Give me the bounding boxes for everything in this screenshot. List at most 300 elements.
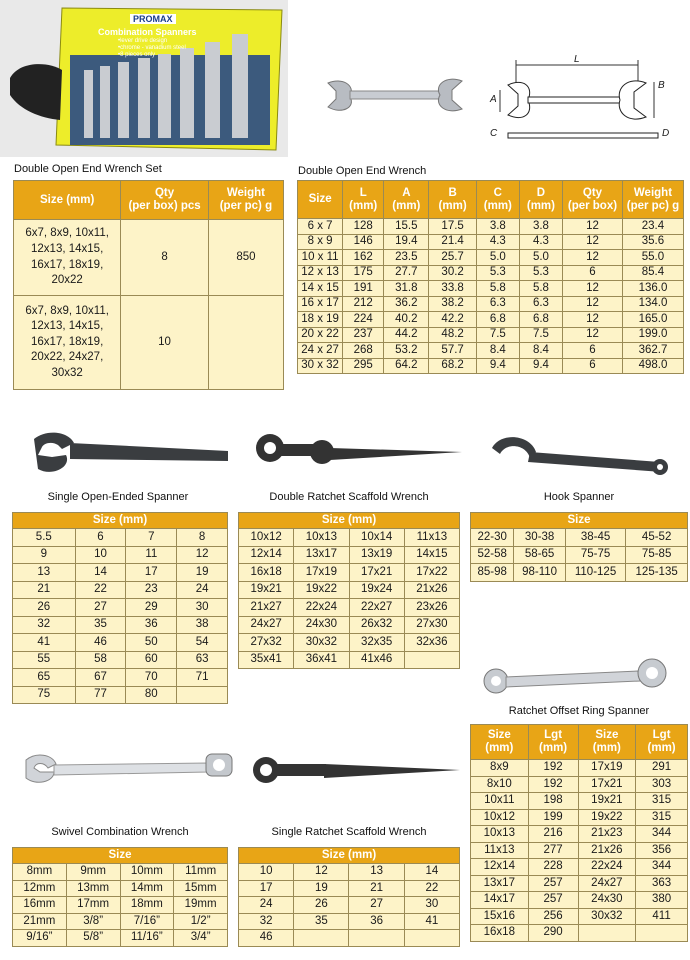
single-open-cell: 30 [177,599,228,617]
double-open-cell: 9.4 [519,358,562,374]
set-header-weight: Weight (per pc) g [208,181,283,220]
double-open-cell: 6 x 7 [298,219,343,235]
single-open-cell: 38 [177,616,228,634]
do-header-c: C (mm) [476,181,519,219]
single-ratchet-row [239,864,460,881]
single-ratchet-cell: 13 [349,864,404,881]
single-ratchet-scaffold-image [248,752,463,792]
double-open-cell: 498.0 [622,358,683,374]
double-open-cell: 25.7 [429,250,476,266]
single-ratchet-cell: 24 [239,897,294,914]
single-open-row [13,564,228,582]
single-open-cell: 6 [75,529,126,547]
double-open-cell: 14 x 15 [298,281,343,297]
double-open-cell: 237 [343,327,384,343]
double-open-cell: 4.3 [476,234,519,250]
swivel-cell: 12mm [13,880,67,897]
double-ratchet-cell: 19x24 [349,581,404,599]
single-open-cell: 22 [75,581,126,599]
dim-label-c: C [490,128,498,139]
double-open-cell: 55.0 [622,250,683,266]
double-open-cell: 30 x 32 [298,358,343,374]
ratchet-offset-cell: 315 [636,793,688,810]
single-open-spanner-image [28,425,233,480]
double-ratchet-cell: 22x24 [294,599,349,617]
double-ratchet-cell: 22x27 [349,599,404,617]
dim-label-a: A [490,94,497,105]
double-open-cell: 212 [343,296,384,312]
ratchet-offset-cell: 15x16 [471,908,529,925]
single-open-cell: 41 [13,634,76,652]
single-open-cell: 26 [13,599,76,617]
ratchet-offset-cell: 291 [636,760,688,777]
ratchet-offset-cell: 14x17 [471,892,529,909]
pouch-line-3: •8 pieces only [118,52,156,58]
double-open-cell: 191 [343,281,384,297]
double-open-cell: 33.8 [429,281,476,297]
ratchet-offset-cell: 256 [528,908,578,925]
dim-label-d: D [662,128,670,139]
double-open-cell: 3.8 [519,219,562,235]
hook-spanner-image [480,430,675,485]
double-open-cell: 7.5 [519,327,562,343]
set-row2-weight [208,296,283,390]
double-open-row [298,219,684,235]
pouch-line-1: •lever drive design [118,38,168,44]
hook-table [470,512,688,582]
swivel-cell: 1/2” [174,913,228,930]
single-open-cell: 21 [13,581,76,599]
double-open-cell: 68.2 [429,358,476,374]
double-ratchet-cell: 13x19 [349,546,404,564]
double-ratchet-row [239,529,460,547]
double-open-cell: 38.2 [429,296,476,312]
single-open-caption: Single Open-Ended Spanner [47,491,189,503]
single-open-cell: 63 [177,651,228,669]
single-open-cell: 46 [75,634,126,652]
single-open-cell: 50 [126,634,177,652]
ratchet-offset-row [471,908,688,925]
ratchet-offset-cell: 198 [528,793,578,810]
do-header-d: D (mm) [519,181,562,219]
swivel-cell: 16mm [13,897,67,914]
single-open-row [13,546,228,564]
double-ratchet-cell: 26x32 [349,616,404,634]
double-open-cell: 5.8 [519,281,562,297]
double-ratchet-cell: 11x13 [404,529,459,547]
ratchet-offset-cell: 16x18 [471,925,529,942]
double-open-cell: 6.8 [476,312,519,328]
swivel-cell: 10mm [120,864,174,881]
ratchet-offset-cell: 21x23 [578,826,636,843]
double-open-cell: 268 [343,343,384,359]
double-ratchet-cell: 10x12 [239,529,294,547]
double-open-cell: 6.3 [519,296,562,312]
double-open-cell: 4.3 [519,234,562,250]
double-open-cell: 6 [563,358,623,374]
single-open-cell: 32 [13,616,76,634]
double-ratchet-cell: 32x35 [349,634,404,652]
do-header-b: B (mm) [429,181,476,219]
double-open-cell: 8 x 9 [298,234,343,250]
hook-cell: 38-45 [565,529,625,547]
ratchet-offset-cell: 17x19 [578,760,636,777]
double-open-row [298,358,684,374]
hook-cell: 85-98 [471,564,514,582]
double-open-cell: 12 [563,250,623,266]
swivel-cell: 9/16” [13,930,67,947]
swivel-cell: 18mm [120,897,174,914]
swivel-combination-image [20,750,235,790]
ratchet-offset-table [470,724,688,942]
double-open-set-table [13,180,284,390]
double-open-cell: 12 [563,312,623,328]
ratchet-offset-row [471,875,688,892]
double-open-cell: 7.5 [476,327,519,343]
hook-cell: 75-85 [626,546,688,564]
ratchet-offset-cell: 277 [528,842,578,859]
ratchet-offset-cell: 11x13 [471,842,529,859]
double-open-cell: 40.2 [384,312,429,328]
double-ratchet-cell: 21x27 [239,599,294,617]
swivel-cell: 7/16” [120,913,174,930]
double-open-cell: 175 [343,265,384,281]
ratchet-offset-row [471,892,688,909]
ratchet-offset-cell: 30x32 [578,908,636,925]
ratchet-offset-cell: 380 [636,892,688,909]
single-open-header: Size (mm) [13,513,228,529]
swivel-cell: 8mm [13,864,67,881]
double-open-cell: 9.4 [476,358,519,374]
single-ratchet-cell: 10 [239,864,294,881]
ratchet-offset-cell: 344 [636,826,688,843]
single-ratchet-cell: 26 [294,897,349,914]
double-open-cell: 23.4 [622,219,683,235]
ratchet-offset-cell: 13x17 [471,875,529,892]
double-open-cell: 57.7 [429,343,476,359]
single-open-cell: 60 [126,651,177,669]
swivel-cell: 3/4” [174,930,228,947]
ratchet-offset-cell: 21x26 [578,842,636,859]
double-open-cell: 17.5 [429,219,476,235]
ratchet-offset-row [471,842,688,859]
single-ratchet-cell: 12 [294,864,349,881]
double-ratchet-caption: Double Ratchet Scaffold Wrench [269,491,429,503]
single-open-cell: 77 [75,686,126,704]
swivel-cell: 11mm [174,864,228,881]
double-open-row [298,234,684,250]
ratchet-offset-cell: 363 [636,875,688,892]
ratchet-offset-cell: 290 [528,925,578,942]
ratchet-offset-row [471,826,688,843]
single-ratchet-cell: 22 [404,880,459,897]
ratchet-offset-caption: Ratchet Offset Ring Spanner [508,705,650,717]
single-ratchet-row [239,913,460,930]
single-ratchet-row [239,897,460,914]
ratchet-offset-cell: 10x13 [471,826,529,843]
double-open-cell: 12 [563,296,623,312]
double-open-cell: 53.2 [384,343,429,359]
single-ratchet-cell: 19 [294,880,349,897]
ratchet-offset-cell: 216 [528,826,578,843]
swivel-cell: 13mm [66,880,120,897]
double-ratchet-row [239,546,460,564]
ratchet-offset-cell: 257 [528,892,578,909]
ratchet-offset-cell: 17x21 [578,776,636,793]
double-ratchet-cell: 23x26 [404,599,459,617]
pouch-line-2: •chrome - vanadium steel [118,45,186,51]
single-open-cell: 19 [177,564,228,582]
double-ratchet-row [239,581,460,599]
set-header-size: Size (mm) [14,181,121,220]
set-row2-qty: 10 [121,296,209,390]
single-open-cell: 54 [177,634,228,652]
double-ratchet-cell: 35x41 [239,651,294,669]
double-open-cell: 224 [343,312,384,328]
hook-row [471,529,688,547]
double-open-cell: 23.5 [384,250,429,266]
ratchet-offset-cell: 356 [636,842,688,859]
single-open-cell: 55 [13,651,76,669]
hook-row [471,564,688,582]
double-ratchet-cell [404,651,459,669]
single-open-cell: 27 [75,599,126,617]
double-ratchet-cell: 17x21 [349,564,404,582]
set-row1-size: 6x7, 8x9, 10x11, 12x13, 14x15, 16x17, 18x19, 20x22 [14,220,121,296]
single-open-row [13,651,228,669]
single-ratchet-cell: 46 [239,930,294,947]
swivel-cell: 21mm [13,913,67,930]
single-open-row [13,686,228,704]
single-ratchet-caption: Single Ratchet Scaffold Wrench [271,826,427,838]
ratchet-offset-cell: 12x14 [471,859,529,876]
double-open-cell: 6 [563,343,623,359]
hook-cell: 22-30 [471,529,514,547]
single-ratchet-cell: 35 [294,913,349,930]
double-open-cell: 10 x 11 [298,250,343,266]
single-open-cell: 70 [126,669,177,687]
swivel-cell: 5/8” [66,930,120,947]
double-open-cell: 27.7 [384,265,429,281]
ratchet-offset-cell: 10x11 [471,793,529,810]
double-open-cell: 5.0 [476,250,519,266]
double-open-cell: 12 [563,234,623,250]
single-ratchet-cell: 27 [349,897,404,914]
swivel-caption: Swivel Combination Wrench [51,826,189,838]
ratchet-offset-cell: 8x10 [471,776,529,793]
double-open-cell: 12 [563,281,623,297]
swivel-cell: 3/8” [66,913,120,930]
single-ratchet-cell [349,930,404,947]
double-open-cell: 6 [563,265,623,281]
ratchet-offset-cell: 19x22 [578,809,636,826]
double-open-cell: 48.2 [429,327,476,343]
double-ratchet-row [239,634,460,652]
double-open-cell: 5.3 [476,265,519,281]
double-open-cell: 20 x 22 [298,327,343,343]
ro-header-size2: Size (mm) [578,725,636,760]
double-open-cell: 18 x 19 [298,312,343,328]
single-open-cell: 12 [177,546,228,564]
set-row2-size: 6x7, 8x9, 10x11, 12x13, 14x15, 16x17, 18x19, 20x22, 24x27, 30x32 [14,296,121,390]
double-open-cell: 6.8 [519,312,562,328]
single-open-cell: 17 [126,564,177,582]
single-open-cell: 36 [126,616,177,634]
ro-header-lgt2: Lgt (mm) [636,725,688,760]
double-open-cell: 31.8 [384,281,429,297]
single-ratchet-header: Size (mm) [239,848,460,864]
double-open-cell: 136.0 [622,281,683,297]
single-open-cell: 23 [126,581,177,599]
double-open-cell: 42.2 [429,312,476,328]
ratchet-offset-cell [578,925,636,942]
double-ratchet-cell: 17x19 [294,564,349,582]
double-ratchet-cell: 10x14 [349,529,404,547]
set-header-qty: Qty (per box) pcs [121,181,209,220]
double-open-cell: 21.4 [429,234,476,250]
single-ratchet-cell [404,930,459,947]
double-ratchet-cell: 24x27 [239,616,294,634]
double-open-cell: 5.3 [519,265,562,281]
ratchet-offset-cell: 24x27 [578,875,636,892]
single-open-cell: 75 [13,686,76,704]
hook-cell: 30-38 [514,529,565,547]
double-ratchet-cell: 32x36 [404,634,459,652]
ratchet-offset-cell: 192 [528,760,578,777]
hook-row [471,546,688,564]
swivel-row [13,930,228,947]
double-open-cell: 3.8 [476,219,519,235]
double-open-row [298,343,684,359]
single-ratchet-cell [294,930,349,947]
double-open-row [298,281,684,297]
swivel-table [12,847,228,947]
double-open-cell: 295 [343,358,384,374]
double-ratchet-cell: 19x21 [239,581,294,599]
single-open-cell: 13 [13,564,76,582]
single-open-row [13,529,228,547]
single-open-cell: 80 [126,686,177,704]
double-open-cell: 8.4 [476,343,519,359]
ro-header-size1: Size (mm) [471,725,529,760]
ratchet-offset-cell: 8x9 [471,760,529,777]
double-open-cell: 134.0 [622,296,683,312]
ratchet-offset-cell: 257 [528,875,578,892]
hook-cell: 110-125 [565,564,625,582]
double-open-cell: 44.2 [384,327,429,343]
ratchet-offset-cell: 315 [636,809,688,826]
double-open-caption: Double Open End Wrench [298,165,427,177]
single-open-cell: 5.5 [13,529,76,547]
ratchet-offset-row [471,793,688,810]
double-ratchet-row [239,651,460,669]
double-open-cell: 35.6 [622,234,683,250]
swivel-header: Size [13,848,228,864]
single-open-cell: 7 [126,529,177,547]
set-row1-weight: 850 [208,220,283,296]
single-open-cell: 11 [126,546,177,564]
double-ratchet-cell: 41x46 [349,651,404,669]
single-ratchet-cell: 41 [404,913,459,930]
ratchet-offset-cell: 303 [636,776,688,793]
double-open-cell: 15.5 [384,219,429,235]
single-open-cell: 10 [75,546,126,564]
double-open-table [297,180,684,374]
single-open-row [13,634,228,652]
double-open-cell: 5.0 [519,250,562,266]
double-ratchet-cell: 10x13 [294,529,349,547]
double-open-row [298,265,684,281]
single-open-cell: 9 [13,546,76,564]
double-ratchet-row [239,616,460,634]
double-open-row [298,296,684,312]
ratchet-offset-cell: 10x12 [471,809,529,826]
do-header-weight: Weight (per pc) g [622,181,683,219]
double-open-cell: 128 [343,219,384,235]
single-open-row [13,581,228,599]
swivel-row [13,897,228,914]
single-open-cell: 65 [13,669,76,687]
double-ratchet-cell: 30x32 [294,634,349,652]
single-ratchet-row [239,930,460,947]
ratchet-offset-cell: 19x21 [578,793,636,810]
single-ratchet-cell: 21 [349,880,404,897]
ratchet-offset-row [471,859,688,876]
double-open-cell: 8.4 [519,343,562,359]
double-ratchet-table [238,512,460,669]
ratchet-offset-ring-image [478,655,678,700]
swivel-row [13,913,228,930]
ratchet-offset-cell: 199 [528,809,578,826]
single-open-cell: 8 [177,529,228,547]
double-ratchet-cell: 27x30 [404,616,459,634]
double-open-cell: 19.4 [384,234,429,250]
double-open-row [298,312,684,328]
swivel-row [13,864,228,881]
double-ratchet-cell: 16x18 [239,564,294,582]
single-open-cell: 58 [75,651,126,669]
single-open-cell: 29 [126,599,177,617]
double-open-cell: 16 x 17 [298,296,343,312]
single-open-cell: 67 [75,669,126,687]
double-open-cell: 146 [343,234,384,250]
double-ratchet-cell: 24x30 [294,616,349,634]
single-open-cell: 35 [75,616,126,634]
double-ratchet-scaffold-image [250,430,465,475]
hook-cell: 45-52 [626,529,688,547]
swivel-cell: 19mm [174,897,228,914]
ratchet-offset-cell: 228 [528,859,578,876]
hook-cell: 125-135 [626,564,688,582]
do-header-qty: Qty (per box) [563,181,623,219]
pouch-brand: PROMAX [130,14,176,24]
dim-label-l: L [574,54,580,65]
double-open-cell: 165.0 [622,312,683,328]
single-ratchet-row [239,880,460,897]
swivel-cell: 11/16” [120,930,174,947]
double-ratchet-cell: 21x26 [404,581,459,599]
double-open-cell: 12 x 13 [298,265,343,281]
double-ratchet-cell: 12x14 [239,546,294,564]
wrench-set-pouch-image [0,0,288,157]
double-open-cell: 362.7 [622,343,683,359]
hook-cell: 58-65 [514,546,565,564]
ratchet-offset-row [471,809,688,826]
double-open-wrench-image [320,75,470,115]
ratchet-offset-cell: 22x24 [578,859,636,876]
double-open-cell: 12 [563,219,623,235]
set-row1-qty: 8 [121,220,209,296]
